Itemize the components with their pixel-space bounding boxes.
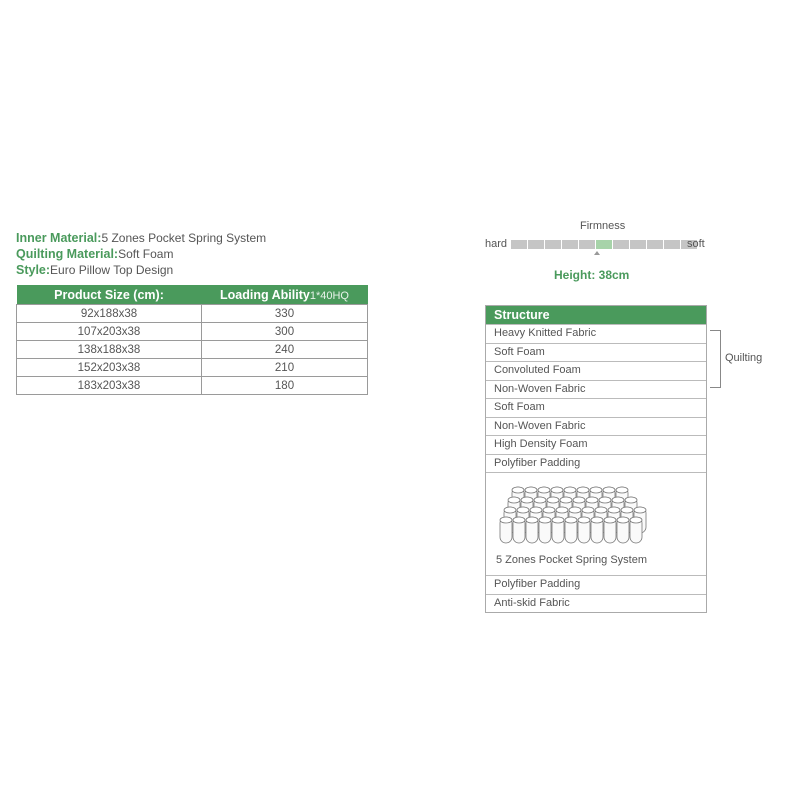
load-cell: 300 bbox=[202, 323, 368, 341]
structure-layer: Heavy Knitted Fabric bbox=[486, 324, 706, 343]
firmness-scale bbox=[484, 218, 724, 288]
style-label: Style: bbox=[16, 263, 51, 277]
size-cell: 138x188x38 bbox=[17, 341, 202, 359]
table-header-row bbox=[17, 285, 368, 305]
spec-list bbox=[16, 230, 266, 278]
firmness-segment bbox=[596, 240, 612, 249]
size-table bbox=[16, 285, 368, 395]
inner-material-value: 5 Zones Pocket Spring System bbox=[101, 231, 267, 245]
structure-layers-top bbox=[486, 324, 706, 472]
firmness-segment bbox=[545, 240, 561, 249]
size-cell: 183x203x38 bbox=[17, 377, 202, 395]
table-row bbox=[17, 341, 368, 359]
style-line bbox=[16, 262, 266, 278]
quilting-material-value: Soft Foam bbox=[118, 247, 174, 261]
structure-layer: Convoluted Foam bbox=[486, 361, 706, 380]
quilting-label: Quilting bbox=[725, 352, 763, 364]
firmness-segment bbox=[528, 240, 544, 249]
load-cell: 180 bbox=[202, 377, 368, 395]
firmness-hard-label: hard bbox=[485, 238, 508, 250]
structure-layer: Non-Woven Fabric bbox=[486, 380, 706, 399]
size-cell: 107x203x38 bbox=[17, 323, 202, 341]
firmness-marker-icon bbox=[594, 251, 600, 255]
structure-layer: High Density Foam bbox=[486, 435, 706, 454]
firmness-segment bbox=[511, 240, 527, 249]
product-size-header: Product Size (cm): bbox=[17, 285, 202, 305]
table-row bbox=[17, 305, 368, 323]
loading-ability-header bbox=[202, 285, 368, 305]
load-cell: 210 bbox=[202, 359, 368, 377]
firmness-segment bbox=[647, 240, 663, 249]
table-row bbox=[17, 377, 368, 395]
firmness-segment bbox=[664, 240, 680, 249]
firmness-title: Firmness bbox=[580, 220, 626, 232]
spring-system-label: 5 Zones Pocket Spring System bbox=[496, 554, 648, 566]
size-cell: 92x188x38 bbox=[17, 305, 202, 323]
structure-layer: Soft Foam bbox=[486, 398, 706, 417]
structure-title: Structure bbox=[486, 306, 706, 324]
structure-layers-bottom bbox=[486, 575, 706, 612]
structure-layer: Soft Foam bbox=[486, 343, 706, 362]
size-cell: 152x203x38 bbox=[17, 359, 202, 377]
inner-material-line bbox=[16, 230, 266, 246]
structure-layer: Non-Woven Fabric bbox=[486, 417, 706, 436]
table-row bbox=[17, 323, 368, 341]
firmness-segment bbox=[613, 240, 629, 249]
structure-panel bbox=[485, 305, 707, 613]
structure-layer: Anti-skid Fabric bbox=[486, 594, 706, 613]
size-table-body bbox=[17, 305, 368, 395]
structure-layer: Polyfiber Padding bbox=[486, 575, 706, 594]
loading-ability-unit: 1*40HQ bbox=[309, 289, 349, 302]
pocket-springs-icon bbox=[498, 481, 648, 551]
quilting-bracket bbox=[710, 330, 721, 388]
firmness-segment bbox=[562, 240, 578, 249]
inner-material-label: Inner Material: bbox=[16, 231, 102, 245]
firmness-soft-label: soft bbox=[687, 238, 705, 250]
load-cell: 330 bbox=[202, 305, 368, 323]
structure-layer: Polyfiber Padding bbox=[486, 454, 706, 473]
table-row bbox=[17, 359, 368, 377]
firmness-bar bbox=[511, 240, 697, 249]
spring-system-block bbox=[486, 472, 706, 575]
loading-ability-label: Loading Ability bbox=[220, 287, 310, 302]
style-value: Euro Pillow Top Design bbox=[50, 263, 174, 277]
load-cell: 240 bbox=[202, 341, 368, 359]
quilting-material-label: Quilting Material: bbox=[16, 247, 119, 261]
quilting-material-line bbox=[16, 246, 266, 262]
height-label: Height: 38cm bbox=[554, 268, 630, 282]
firmness-segment bbox=[579, 240, 595, 249]
firmness-segment bbox=[630, 240, 646, 249]
